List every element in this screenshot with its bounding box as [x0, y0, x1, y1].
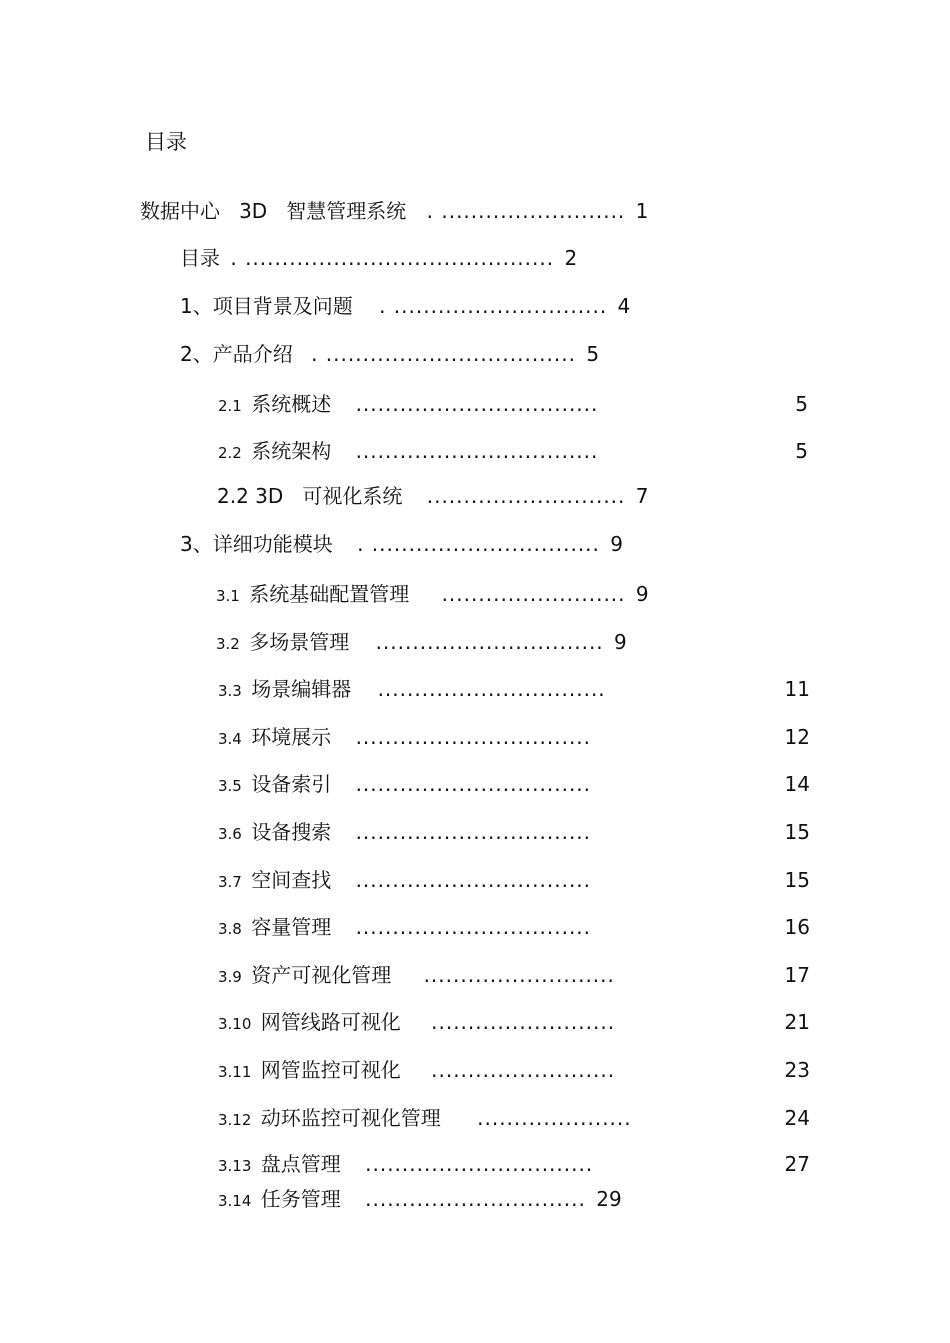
toc-entry-page: 9 — [610, 532, 623, 556]
toc-entry-number: 3.5 — [218, 777, 242, 795]
toc-entry-number: 3.10 — [218, 1015, 252, 1033]
toc-entry — [218, 725, 591, 751]
toc-entry — [218, 1106, 632, 1132]
toc-entry-number: 3.14 — [218, 1192, 252, 1210]
toc-entry-dots: . ............................... — [357, 532, 600, 556]
toc-entry — [218, 1010, 615, 1036]
toc-entry-number: 3.6 — [218, 825, 242, 843]
toc-entry-title: 多场景管理 — [249, 630, 350, 654]
toc-entry-page: 2 — [564, 246, 578, 270]
toc-entry-title: 环境展示 — [251, 725, 332, 749]
toc-entry — [218, 1152, 593, 1178]
toc-entry-page: 5 — [586, 342, 600, 366]
toc-entry-dots: ......................... — [431, 1058, 616, 1082]
toc-entry — [180, 342, 599, 366]
toc-entry-title: 系统基础配置管理 — [249, 582, 410, 606]
toc-entry — [218, 677, 606, 703]
toc-entry — [180, 294, 630, 318]
toc-entry-dots: ......................... — [431, 1010, 616, 1034]
toc-entry-title: 2、产品介绍 — [180, 342, 293, 366]
toc-entry-page: 14 — [784, 772, 810, 796]
toc-entry-dots: ................................. — [355, 439, 599, 463]
toc-entry — [140, 199, 648, 223]
toc-entry-page: 4 — [617, 294, 631, 318]
toc-entry-title: 数据中心 3D 智慧管理系统 — [140, 199, 407, 223]
toc-entry-dots: ................................ — [355, 820, 592, 844]
toc-entry-title: 2.2 3D 可视化系统 — [217, 484, 403, 508]
toc-entry-dots: . ......................... — [426, 199, 626, 223]
toc-entry-title: 设备索引 — [251, 772, 332, 796]
toc-entry — [218, 1187, 622, 1213]
toc-entry-dots: ................................ — [355, 915, 592, 939]
toc-entry-page: 7 — [635, 484, 649, 508]
toc-entry-title: 空间查找 — [251, 868, 332, 892]
toc-entry — [218, 1058, 615, 1084]
toc-entry — [218, 820, 591, 846]
toc-entry-page: 23 — [784, 1058, 810, 1082]
toc-entry-dots: ................................ — [355, 772, 592, 796]
toc-entry-dots: . .......................................... — [230, 246, 555, 270]
toc-entry — [218, 915, 591, 941]
toc-entry-dots: ............................... — [375, 630, 604, 654]
toc-entry-number: 3.4 — [218, 730, 242, 748]
toc-entry-dots: ............................... — [377, 677, 606, 701]
toc-entry-page: 16 — [784, 915, 810, 939]
toc-entry-dots: .......................... — [423, 963, 615, 987]
toc-entry-title: 目录 — [180, 246, 220, 270]
toc-entry — [218, 963, 615, 989]
toc-entry-page: 9 — [635, 582, 649, 606]
toc-entry-number: 3.12 — [218, 1111, 252, 1129]
toc-entry — [218, 392, 598, 418]
toc-entry-title: 任务管理 — [260, 1187, 341, 1211]
toc-entry — [217, 484, 648, 508]
toc-entry-dots: ..................... — [477, 1106, 632, 1130]
toc-entry — [216, 630, 627, 656]
toc-entry-title: 1、项目背景及问题 — [180, 294, 353, 318]
toc-entry-page: 17 — [784, 963, 810, 987]
toc-entry-dots: ................................. — [355, 392, 599, 416]
toc-entry-title: 设备搜索 — [251, 820, 332, 844]
toc-entry-page: 29 — [596, 1187, 622, 1211]
toc-entry-number: 2.1 — [218, 397, 242, 415]
toc-entry-title: 动环监控可视化管理 — [260, 1106, 441, 1130]
toc-entry-dots: ................................ — [355, 725, 592, 749]
toc-entry-title: 网管线路可视化 — [260, 1010, 401, 1034]
toc-entry-title: 容量管理 — [251, 915, 332, 939]
toc-entry-number: 3.3 — [218, 682, 242, 700]
toc-entry-number: 3.8 — [218, 920, 242, 938]
toc-entry-page: 27 — [784, 1152, 810, 1176]
toc-entry-dots: ......................... — [441, 582, 626, 606]
toc-entry — [218, 772, 591, 798]
toc-entry-title: 网管监控可视化 — [260, 1058, 401, 1082]
toc-entry-dots: .............................. — [365, 1187, 586, 1211]
toc-entry — [216, 582, 649, 608]
toc-entry-title: 系统架构 — [251, 439, 332, 463]
toc-entry-page: 5 — [795, 392, 808, 416]
toc-entry-dots: . ............................. — [379, 294, 608, 318]
toc-entry — [218, 868, 591, 894]
toc-entry-number: 3.7 — [218, 873, 242, 891]
toc-entry-page: 15 — [784, 820, 810, 844]
toc-entry-title: 盘点管理 — [260, 1152, 341, 1176]
toc-entry — [218, 439, 598, 465]
toc-entry-page: 24 — [784, 1106, 810, 1130]
toc-entry — [180, 246, 577, 270]
toc-entry-number: 3.9 — [218, 968, 242, 986]
toc-entry-number: 3.11 — [218, 1063, 252, 1081]
toc-entry-page: 15 — [784, 868, 810, 892]
toc-entry-number: 3.1 — [216, 587, 240, 605]
toc-entry-dots: ................................ — [355, 868, 592, 892]
toc-entry-dots: . .................................. — [311, 342, 576, 366]
toc-entry-number: 2.2 — [218, 444, 242, 462]
page-title: 目录 — [145, 130, 187, 154]
toc-entry-page: 21 — [784, 1010, 810, 1034]
toc-entry-number: 3.13 — [218, 1157, 252, 1175]
toc-entry-page: 5 — [795, 439, 808, 463]
toc-entry-dots: ........................... — [426, 484, 626, 508]
toc-entry-page: 1 — [635, 199, 649, 223]
toc-entry-title: 场景编辑器 — [251, 677, 352, 701]
toc-entry-page: 9 — [614, 630, 627, 654]
toc-entry-title: 系统概述 — [251, 392, 332, 416]
toc-entry-number: 3.2 — [216, 635, 240, 653]
toc-entry-dots: ............................... — [365, 1152, 594, 1176]
toc-entry-title: 3、详细功能模块 — [180, 532, 333, 556]
toc-entry-page: 12 — [784, 725, 810, 749]
toc-entry-title: 资产可视化管理 — [251, 963, 392, 987]
toc-entry — [180, 532, 623, 556]
toc-entry-page: 11 — [784, 677, 810, 701]
